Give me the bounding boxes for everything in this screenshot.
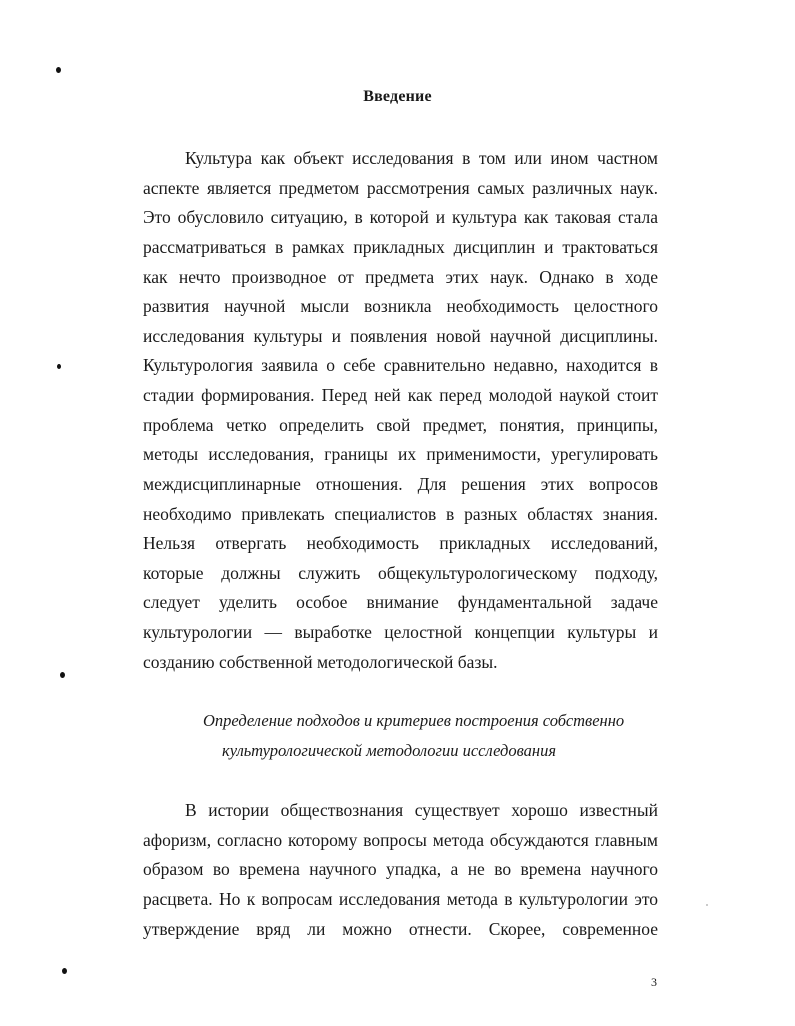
text-line: культурологии — выработке целостной концепции культуры и: [143, 622, 658, 642]
text-line: рассматриваться в рамках прикладных дисциплин и трактоваться: [143, 237, 658, 257]
text-line: В истории обществознания существует хорошо известный: [185, 800, 658, 820]
section-heading-line: Определение подходов и критериев построения собственно: [203, 711, 625, 730]
scan-speck: [706, 904, 708, 906]
text-line: междисциплинарные отношения. Для решения этих вопросов: [143, 474, 658, 494]
text-line: Культура как объект исследования в том или ином частном: [185, 148, 658, 168]
binder-hole-mark: [60, 672, 65, 678]
text-line: аспекте является предметом рассмотрения самых различных наук.: [143, 178, 658, 198]
binder-hole-mark: [57, 364, 61, 369]
page-title: Введение: [363, 88, 432, 105]
text-line: методы исследования, границы их применимости, урегулировать: [143, 444, 658, 464]
text-line: Это обусловило ситуацию, в которой и культура как таковая стала: [143, 207, 658, 227]
text-line: необходимо привлекать специалистов в разных областях знания.: [143, 504, 658, 524]
section-heading-line: культурологической методологии исследования: [222, 741, 557, 760]
text-line: развития научной мысли возникла необходимость целостного: [143, 296, 658, 316]
text-line: исследования культуры и появления новой научной дисциплины.: [143, 326, 658, 346]
text-line: которые должны служить общекультурологическому подходу,: [143, 563, 658, 583]
text-line: проблема четко определить свой предмет, понятия, принципы,: [143, 415, 658, 435]
text-line: как нечто производное от предмета этих наук. Однако в ходе: [143, 267, 658, 287]
text-line: образом во времена научного упадка, а не во времена научного: [143, 859, 658, 879]
text-line: расцвета. Но к вопросам исследования метода в культурологии это: [143, 889, 658, 909]
text-line: Культурология заявила о себе сравнительно недавно, находится в: [143, 355, 658, 375]
text-line: стадии формирования. Перед ней как перед молодой наукой стоит: [143, 385, 658, 405]
binder-hole-mark: [56, 67, 61, 73]
text-line: созданию собственной методологической базы.: [143, 652, 498, 672]
text-line: утверждение вряд ли можно отнести. Скорее, современное: [143, 919, 658, 939]
text-line: Нельзя отвергать необходимость прикладных исследований,: [143, 533, 658, 553]
text-line: следует уделить особое внимание фундаментальной задаче: [143, 592, 658, 612]
text-line: афоризм, согласно которому вопросы метода обсуждаются главным: [143, 830, 658, 850]
binder-hole-mark: [62, 968, 67, 974]
page-number: 3: [651, 975, 657, 989]
